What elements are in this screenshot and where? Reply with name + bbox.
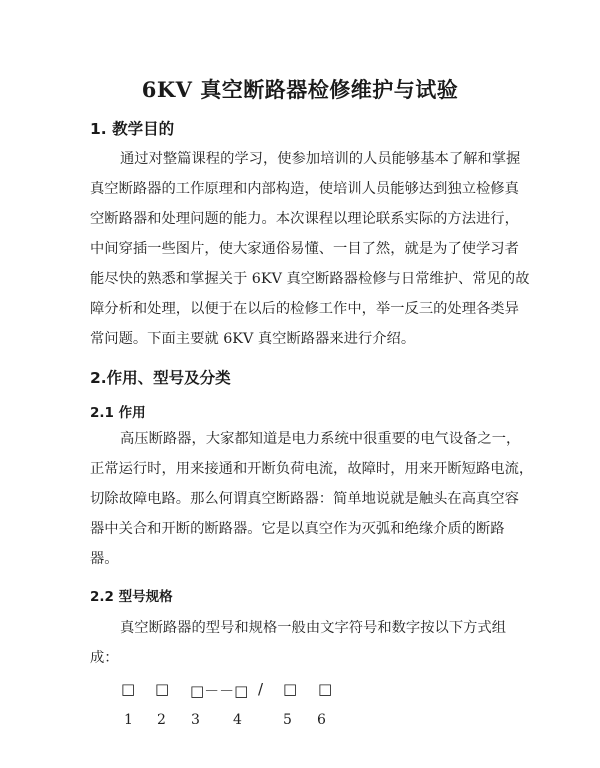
section-2-2-line: 真空断路器的型号和规格一般由文字符号和数字按以下方式组 — [120, 620, 507, 636]
section-2-1-heading: 2.1 作用 — [90, 405, 146, 421]
model-code-number: 3 — [191, 712, 200, 728]
section-1-line: 真空断路器的工作原理和内部构造，使培训人员能够达到独立检修真 — [90, 181, 519, 197]
model-code-symbol: / — [258, 680, 264, 698]
model-code-symbol: □－－□ — [190, 682, 249, 700]
model-code-symbol: □ — [283, 680, 298, 698]
section-1-line: 中间穿插一些图片，使大家通俗易懂、一目了然，就是为了使学习者 — [90, 241, 519, 257]
section-1-line: 通过对整篇课程的学习，使参加培训的人员能够基本了解和掌握 — [120, 151, 521, 167]
section-2-2-line: 成： — [90, 650, 119, 666]
section-1-line: 能尽快的熟悉和掌握关于 6KV 真空断路器检修与日常维护、常见的故 — [90, 271, 530, 287]
model-code-number: 1 — [124, 712, 133, 728]
section-2-1-line: 器中关合和开断的断路器。它是以真空作为灭弧和绝缘介质的断路 — [90, 521, 505, 537]
section-1-line: 常问题。下面主要就 6KV 真空断路器来进行介绍。 — [90, 331, 416, 347]
model-code-number: 6 — [317, 712, 326, 728]
model-code-number: 4 — [233, 712, 242, 728]
section-2-1-line: 正常运行时，用来接通和开断负荷电流，故障时，用来开断短路电流， — [90, 461, 534, 477]
section-2-1-line: 高压断路器，大家都知道是电力系统中很重要的电气设备之一， — [120, 431, 521, 447]
section-2-1-line: 器。 — [90, 551, 119, 567]
section-2-2-heading: 2.2 型号规格 — [90, 589, 173, 605]
section-1-line: 空断路器和处理问题的能力。本次课程以理论联系实际的方法进行， — [90, 211, 519, 227]
document-title: 6KV 真空断路器检修维护与试验 — [141, 77, 459, 102]
section-1-line: 障分析和处理，以便于在以后的检修工作中，举一反三的处理各类异 — [90, 301, 519, 317]
model-code-symbol: □ — [121, 680, 136, 698]
model-code-symbol: □ — [155, 680, 170, 698]
model-code-symbol: □ — [318, 680, 333, 698]
section-1-heading: 1. 教学目的 — [90, 120, 175, 138]
section-2-1-line: 切除故障电路。那么何谓真空断路器：简单地说就是触头在高真空容 — [90, 491, 519, 507]
model-code-number: 5 — [283, 712, 292, 728]
model-code-number: 2 — [157, 712, 166, 728]
section-2-heading: 2.作用、型号及分类 — [90, 369, 231, 387]
